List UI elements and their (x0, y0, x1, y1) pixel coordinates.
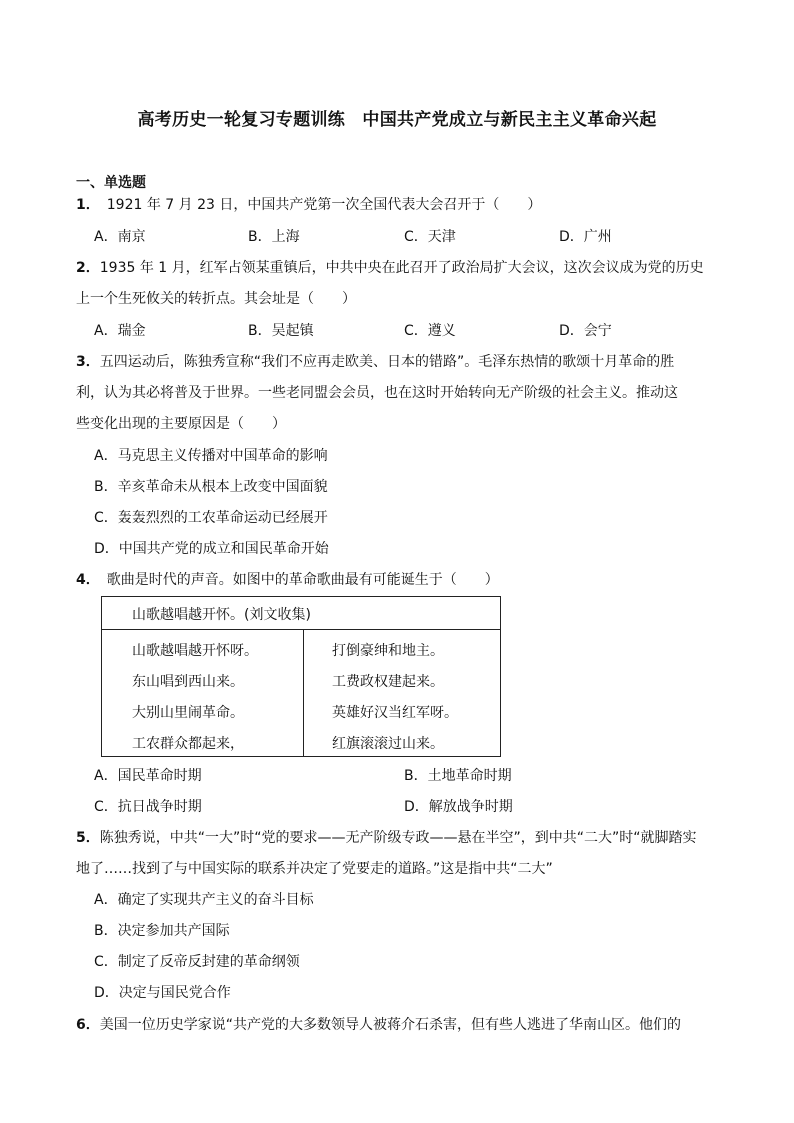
q1-option-b: B．上海 (248, 229, 300, 245)
q2-option-c: C．遵义 (404, 323, 456, 339)
question-number: 1． (76, 197, 93, 213)
question-number: 5． (76, 830, 100, 846)
q3-option-b: B．辛亥革命未从根本上改变中国面貌 (94, 479, 328, 495)
q3-option-a: A．马克思主义传播对中国革命的影响 (94, 448, 328, 464)
song-title: 山歌越唱越开怀。(刘文收集) (132, 607, 311, 623)
lyric-right-2: 工费政权建起来。 (332, 674, 444, 690)
question-2-stem-cont: 上一个生死攸关的转折点。其会址是（ ） (76, 291, 356, 307)
q3-option-d: D．中国共产党的成立和国民革命开始 (94, 541, 329, 557)
q4-option-c: C．抗日战争时期 (94, 799, 202, 815)
question-text: 歌曲是时代的声音。如图中的革命歌曲最有可能诞生于（ ） (92, 572, 499, 588)
lyric-left-1: 山歌越唱越开怀呀。 (132, 643, 258, 659)
question-5-stem (76, 828, 697, 848)
q2-option-a: A．瑞金 (94, 323, 146, 339)
question-2-stem (76, 258, 704, 278)
q2-option-b: B．吴起镇 (248, 323, 314, 339)
q5-option-c: C．制定了反帝反封建的革命纲领 (94, 954, 300, 970)
question-number: 4． (76, 572, 93, 588)
section-heading: 一、单选题 (76, 175, 146, 191)
question-3-stem (76, 352, 674, 372)
question-number: 2． (76, 260, 100, 276)
page-title: 高考历史一轮复习专题训练 中国共产党成立与新民主主义革命兴起 (137, 110, 657, 130)
question-number: 6． (76, 1017, 100, 1033)
q4-option-a: A．国民革命时期 (94, 768, 202, 784)
question-5-stem-cont: 地了……找到了与中国实际的联系并决定了党要走的道路。”这是指中共“二大” (76, 861, 553, 877)
q4-option-d: D．解放战争时期 (404, 799, 513, 815)
question-3-stem-cont: 利，认为其必将普及于世界。一些老同盟会会员，也在这时开始转向无产阶级的社会主义。推动这 (76, 385, 678, 401)
q5-option-b: B．决定参加共产国际 (94, 923, 230, 939)
question-text: 1935 年 1 月，红军占领某重镇后，中共中央在此召开了政治局扩大会议，这次会议成为党的历史 (99, 260, 704, 276)
question-text: 1921 年 7 月 23 日，中国共产党第一次全国代表大会召开于（ ） (92, 197, 542, 213)
question-number: 3． (76, 354, 100, 370)
q1-option-a: A．南京 (94, 229, 146, 245)
q5-option-a: A．确定了实现共产主义的奋斗目标 (94, 892, 314, 908)
question-6-stem (76, 1015, 681, 1035)
q1-option-c: C．天津 (404, 229, 456, 245)
lyric-right-1: 打倒豪绅和地主。 (332, 643, 444, 659)
lyric-right-3: 英雄好汉当红军呀。 (332, 705, 458, 721)
lyric-left-3: 大别山里闹革命。 (132, 705, 244, 721)
q1-option-d: D．广州 (559, 229, 612, 245)
question-3-stem-cont: 些变化出现的主要原因是（ ） (76, 416, 286, 432)
question-1-stem (76, 195, 541, 215)
column-divider (303, 630, 304, 756)
lyric-left-2: 东山唱到西山来。 (132, 674, 244, 690)
q5-option-d: D．决定与国民党合作 (94, 985, 231, 1001)
lyric-left-4: 工农群众都起来， (132, 736, 244, 752)
lyric-right-4: 红旗滚滚过山来。 (332, 736, 444, 752)
song-lyrics-header (102, 597, 500, 630)
q4-option-b: B．土地革命时期 (404, 768, 512, 784)
question-4-stem (76, 570, 499, 590)
question-text: 五四运动后，陈独秀宣称“我们不应再走欧美、日本的错路”。毛泽东热情的歌颂十月革命的胜 (99, 354, 675, 370)
question-text: 陈独秀说，中共“一大”时“党的要求——无产阶级专政——悬在半空”，到中共“二大”时“就脚踏实 (99, 830, 697, 846)
question-text: 美国一位历史学家说“共产党的大多数领导人被蒋介石杀害，但有些人逃进了华南山区。他们的 (99, 1017, 682, 1033)
q2-option-d: D．会宁 (559, 323, 612, 339)
song-lyrics-table (101, 596, 501, 757)
q3-option-c: C．轰轰烈烈的工农革命运动已经展开 (94, 510, 328, 526)
